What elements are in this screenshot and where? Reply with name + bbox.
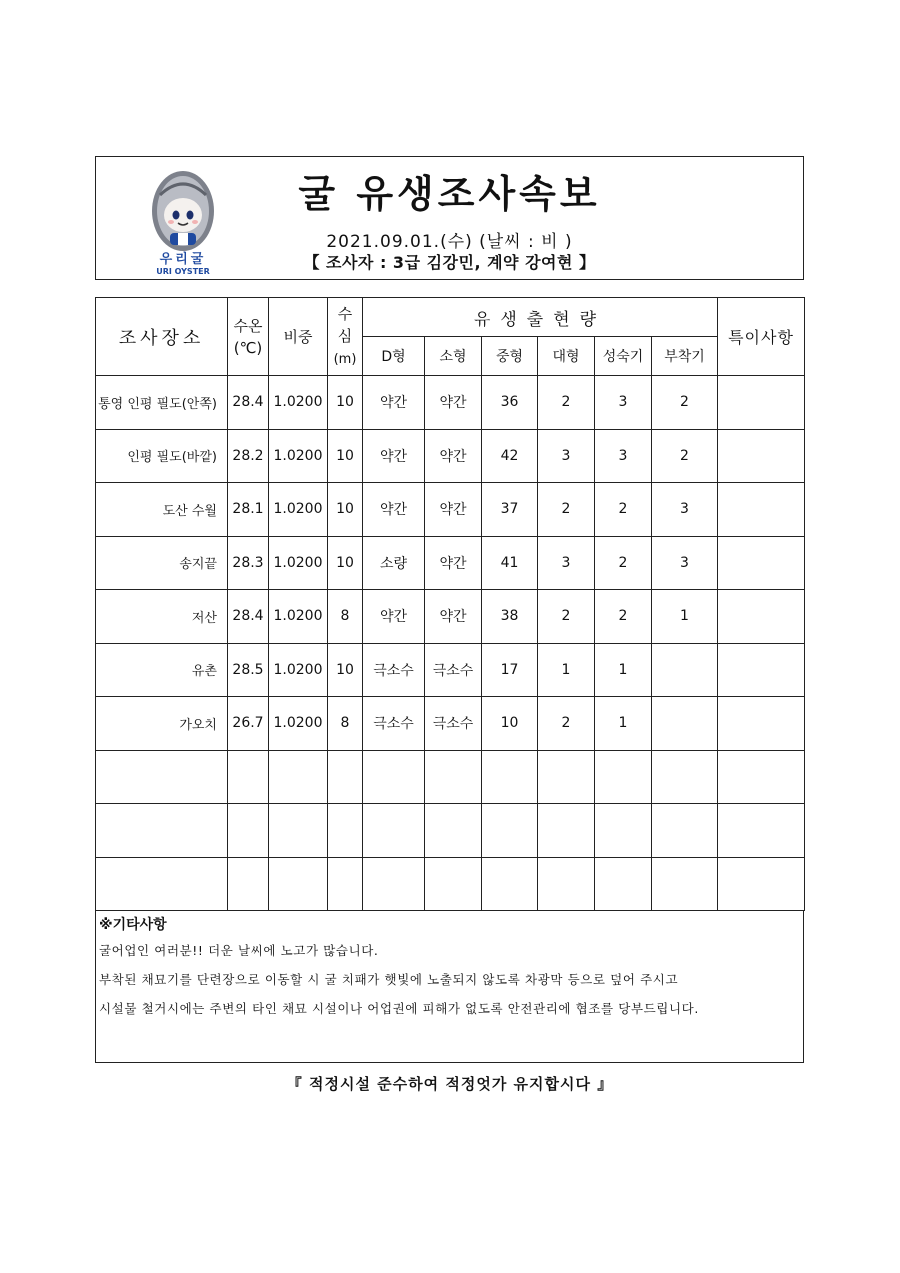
empty-cell [595, 750, 652, 804]
empty-cell [363, 804, 425, 858]
cell-d-type: 약간 [363, 376, 425, 430]
header-depth-top: 수 [337, 304, 353, 323]
cell-d-type: 약간 [363, 483, 425, 537]
notes-line: 부착된 채묘기를 단련장으로 이동할 시 굴 치패가 햇빛에 노출되지 않도록 차광막 등으로 덮어 주시고 [99, 972, 679, 987]
empty-cell [269, 804, 328, 858]
cell-attach [652, 643, 718, 697]
cell-d-type: 약간 [363, 590, 425, 644]
notes-section [95, 911, 804, 1063]
cell-mature: 3 [595, 376, 652, 430]
cell-mature: 1 [595, 643, 652, 697]
empty-cell [482, 750, 538, 804]
cell-attach [652, 697, 718, 751]
header-remarks: 특이사항 [718, 298, 805, 376]
cell-mid: 36 [482, 376, 538, 430]
cell-remarks [718, 376, 805, 430]
cell-density: 1.0200 [269, 590, 328, 644]
cell-depth: 10 [328, 429, 363, 483]
page-title: 굴 유생조사속보 [298, 172, 601, 216]
cell-large: 3 [538, 429, 595, 483]
header-attach: 부착기 [652, 337, 718, 376]
report-date: 2021.09.01.(수) (날씨 : 비 ) [326, 232, 573, 252]
header-d-type: D형 [363, 337, 425, 376]
cell-mid: 42 [482, 429, 538, 483]
cell-density: 1.0200 [269, 429, 328, 483]
empty-cell [228, 857, 269, 911]
cell-large: 2 [538, 590, 595, 644]
table-row [96, 643, 805, 697]
header-temp-unit: (℃) [233, 338, 263, 357]
cell-location: 유촌 [96, 643, 228, 697]
empty-cell [269, 750, 328, 804]
cell-attach: 2 [652, 429, 718, 483]
cell-large: 2 [538, 697, 595, 751]
empty-cell [538, 857, 595, 911]
header-depth-unit: (m) [333, 351, 357, 367]
empty-cell [425, 750, 482, 804]
cell-d-type: 극소수 [363, 643, 425, 697]
empty-row [96, 857, 805, 911]
empty-cell [96, 750, 228, 804]
cell-mid: 37 [482, 483, 538, 537]
cell-remarks [718, 643, 805, 697]
empty-cell [595, 804, 652, 858]
surveyor-line: 【 조사자 : 3급 김강민, 계약 강여현 】 [303, 253, 596, 272]
empty-cell [328, 804, 363, 858]
empty-cell [538, 804, 595, 858]
cell-temp: 28.5 [228, 643, 269, 697]
empty-cell [96, 857, 228, 911]
empty-cell [363, 750, 425, 804]
empty-cell [228, 750, 269, 804]
cell-depth: 8 [328, 590, 363, 644]
cell-location: 저산 [96, 590, 228, 644]
cell-small: 극소수 [425, 697, 482, 751]
empty-row [96, 804, 805, 858]
cell-attach: 3 [652, 536, 718, 590]
cell-depth: 8 [328, 697, 363, 751]
cell-mid: 17 [482, 643, 538, 697]
cell-temp: 28.3 [228, 536, 269, 590]
table-row [96, 429, 805, 483]
cell-remarks [718, 429, 805, 483]
cell-density: 1.0200 [269, 697, 328, 751]
empty-cell [328, 750, 363, 804]
cell-mature: 2 [595, 590, 652, 644]
cell-location: 도산 수월 [96, 483, 228, 537]
empty-cell [595, 857, 652, 911]
header-location: 조사장소 [96, 298, 228, 376]
cell-mature: 3 [595, 429, 652, 483]
report-header [95, 156, 804, 280]
cell-small: 약간 [425, 483, 482, 537]
cell-temp: 28.1 [228, 483, 269, 537]
cell-remarks [718, 590, 805, 644]
cell-location: 인평 필도(바깥) [96, 429, 228, 483]
cell-attach: 2 [652, 376, 718, 430]
cell-large: 1 [538, 643, 595, 697]
cell-density: 1.0200 [269, 643, 328, 697]
empty-cell [228, 804, 269, 858]
cell-density: 1.0200 [269, 536, 328, 590]
empty-cell [96, 804, 228, 858]
cell-depth: 10 [328, 536, 363, 590]
header-mid: 중형 [482, 337, 538, 376]
header-temp-label: 수온 [233, 316, 263, 335]
cell-remarks [718, 536, 805, 590]
table-row [96, 376, 805, 430]
cell-attach: 3 [652, 483, 718, 537]
cell-d-type: 약간 [363, 429, 425, 483]
cell-mature: 2 [595, 536, 652, 590]
cell-location: 가오치 [96, 697, 228, 751]
cell-d-type: 극소수 [363, 697, 425, 751]
cell-location: 송지끝 [96, 536, 228, 590]
empty-cell [652, 804, 718, 858]
notes-title: ※기타사항 [99, 917, 167, 933]
empty-cell [363, 857, 425, 911]
header-depth-mid: 심 [337, 326, 353, 345]
header-depth [328, 298, 363, 376]
empty-row [96, 750, 805, 804]
cell-small: 약간 [425, 590, 482, 644]
cell-large: 2 [538, 376, 595, 430]
empty-cell [328, 857, 363, 911]
cell-density: 1.0200 [269, 376, 328, 430]
cell-d-type: 소량 [363, 536, 425, 590]
empty-cell [652, 750, 718, 804]
cell-temp: 28.4 [228, 590, 269, 644]
empty-cell [482, 804, 538, 858]
empty-cell [538, 750, 595, 804]
cell-large: 3 [538, 536, 595, 590]
header-small: 소형 [425, 337, 482, 376]
cell-small: 약간 [425, 429, 482, 483]
cell-location: 통영 인평 필도(안쪽) [96, 376, 228, 430]
cell-depth: 10 [328, 376, 363, 430]
header-larvae-group: 유생출현량 [363, 298, 718, 337]
header-density: 비중 [269, 298, 328, 376]
empty-cell [269, 857, 328, 911]
cell-remarks [718, 697, 805, 751]
header-large: 대형 [538, 337, 595, 376]
cell-temp: 28.4 [228, 376, 269, 430]
cell-remarks [718, 483, 805, 537]
cell-small: 극소수 [425, 643, 482, 697]
cell-depth: 10 [328, 483, 363, 537]
table-row [96, 536, 805, 590]
table-row [96, 697, 805, 751]
cell-temp: 26.7 [228, 697, 269, 751]
cell-temp: 28.2 [228, 429, 269, 483]
cell-mid: 10 [482, 697, 538, 751]
cell-mid: 38 [482, 590, 538, 644]
table-row [96, 590, 805, 644]
cell-mid: 41 [482, 536, 538, 590]
cell-mature: 1 [595, 697, 652, 751]
table-row [96, 483, 805, 537]
logo-subtext: URI OYSTER [156, 267, 210, 276]
empty-cell [482, 857, 538, 911]
cell-mature: 2 [595, 483, 652, 537]
header-temp [228, 298, 269, 376]
logo-text: 우리굴 [159, 252, 207, 267]
notes-line: 시설물 철거시에는 주변의 타인 채묘 시설이나 어업권에 피해가 없도록 안전관리에 협조를 당부드립니다. [99, 1001, 699, 1016]
notes-line: 굴어업인 여러분!! 더운 날씨에 노고가 많습니다. [99, 943, 379, 958]
cell-attach: 1 [652, 590, 718, 644]
empty-cell [425, 857, 482, 911]
empty-cell [425, 804, 482, 858]
empty-cell [652, 857, 718, 911]
header-mature: 성숙기 [595, 337, 652, 376]
cell-large: 2 [538, 483, 595, 537]
empty-cell [718, 804, 805, 858]
footer-slogan: 『 적정시설 준수하여 적정엇가 유지합시다 』 [286, 1075, 614, 1093]
cell-density: 1.0200 [269, 483, 328, 537]
empty-cell [718, 857, 805, 911]
empty-cell [718, 750, 805, 804]
larvae-survey-table [95, 297, 805, 911]
cell-small: 약간 [425, 376, 482, 430]
cell-small: 약간 [425, 536, 482, 590]
cell-depth: 10 [328, 643, 363, 697]
